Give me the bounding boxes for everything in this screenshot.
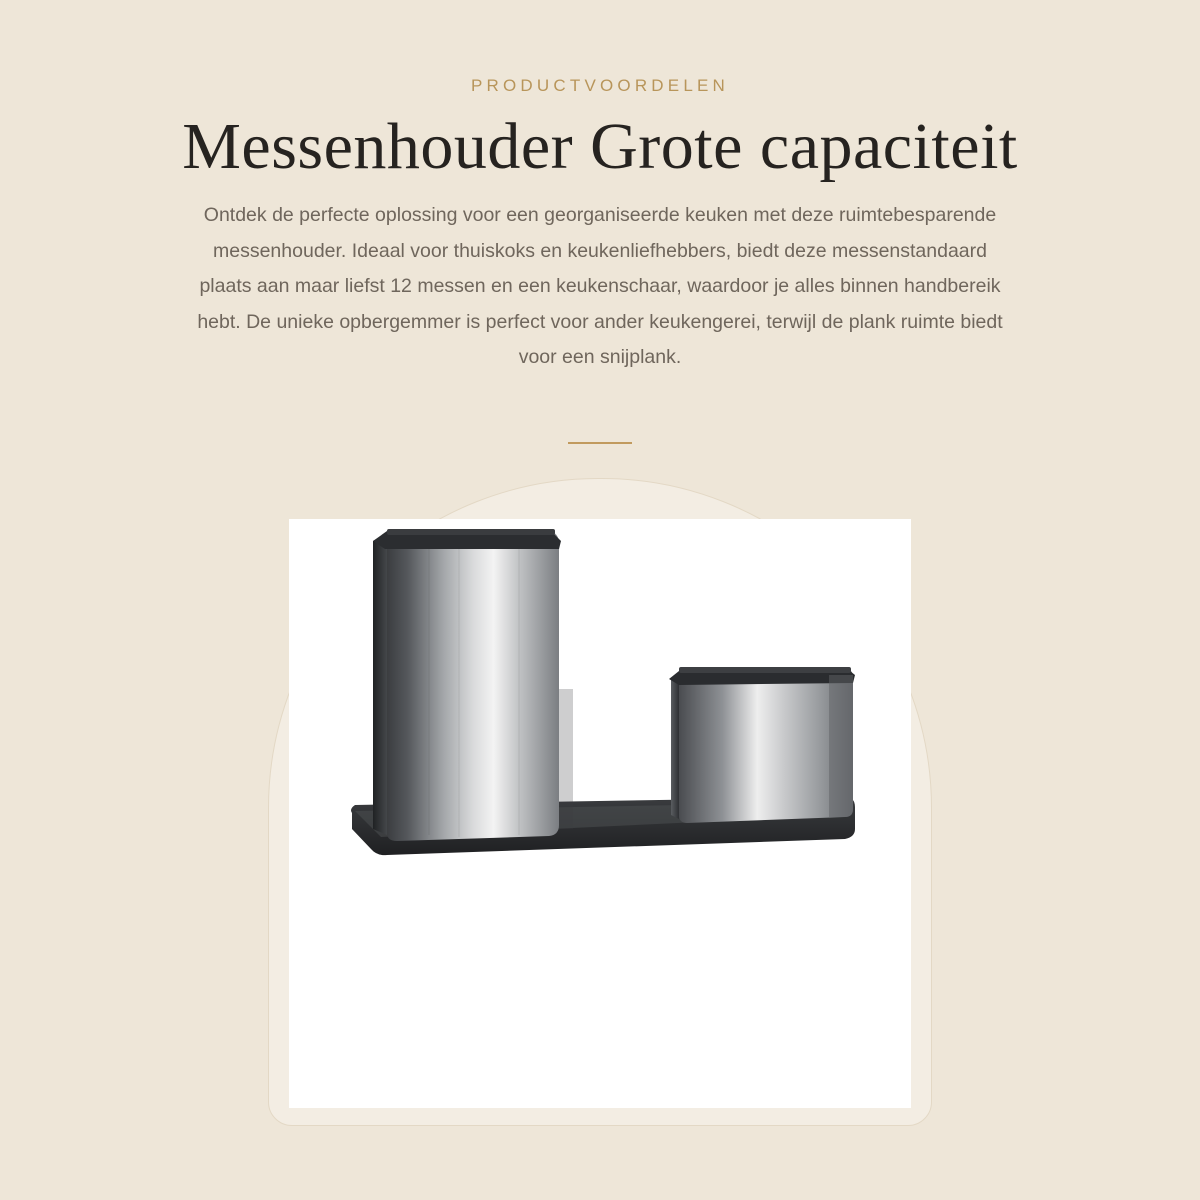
page-title: Messenhouder Grote capaciteit [182,110,1018,183]
utensil-holder [679,669,853,823]
utensil-holder-side [671,673,679,819]
product-description: Ontdek de perfecte oplossing voor een georganiseerde keuken met deze ruimtebesparende messenhouder. Ideaal voor thuiskoks en keukenliefhebbers, biedt deze messenstandaard plaats aan maar liefst 12 messen en een keukenschaar, waardoor je alles binnen handbereik hebt. De unieke opbergemmer is perfect voor ander keukengerei, terwijl de plank ruimte biedt voor een snijplank. [197,204,1003,368]
product-image [289,519,911,1108]
eyebrow-label: PRODUCTVOORDELEN [470,76,729,95]
knife-block-side [373,533,387,835]
knife-block [387,531,559,841]
section-divider [568,442,632,444]
